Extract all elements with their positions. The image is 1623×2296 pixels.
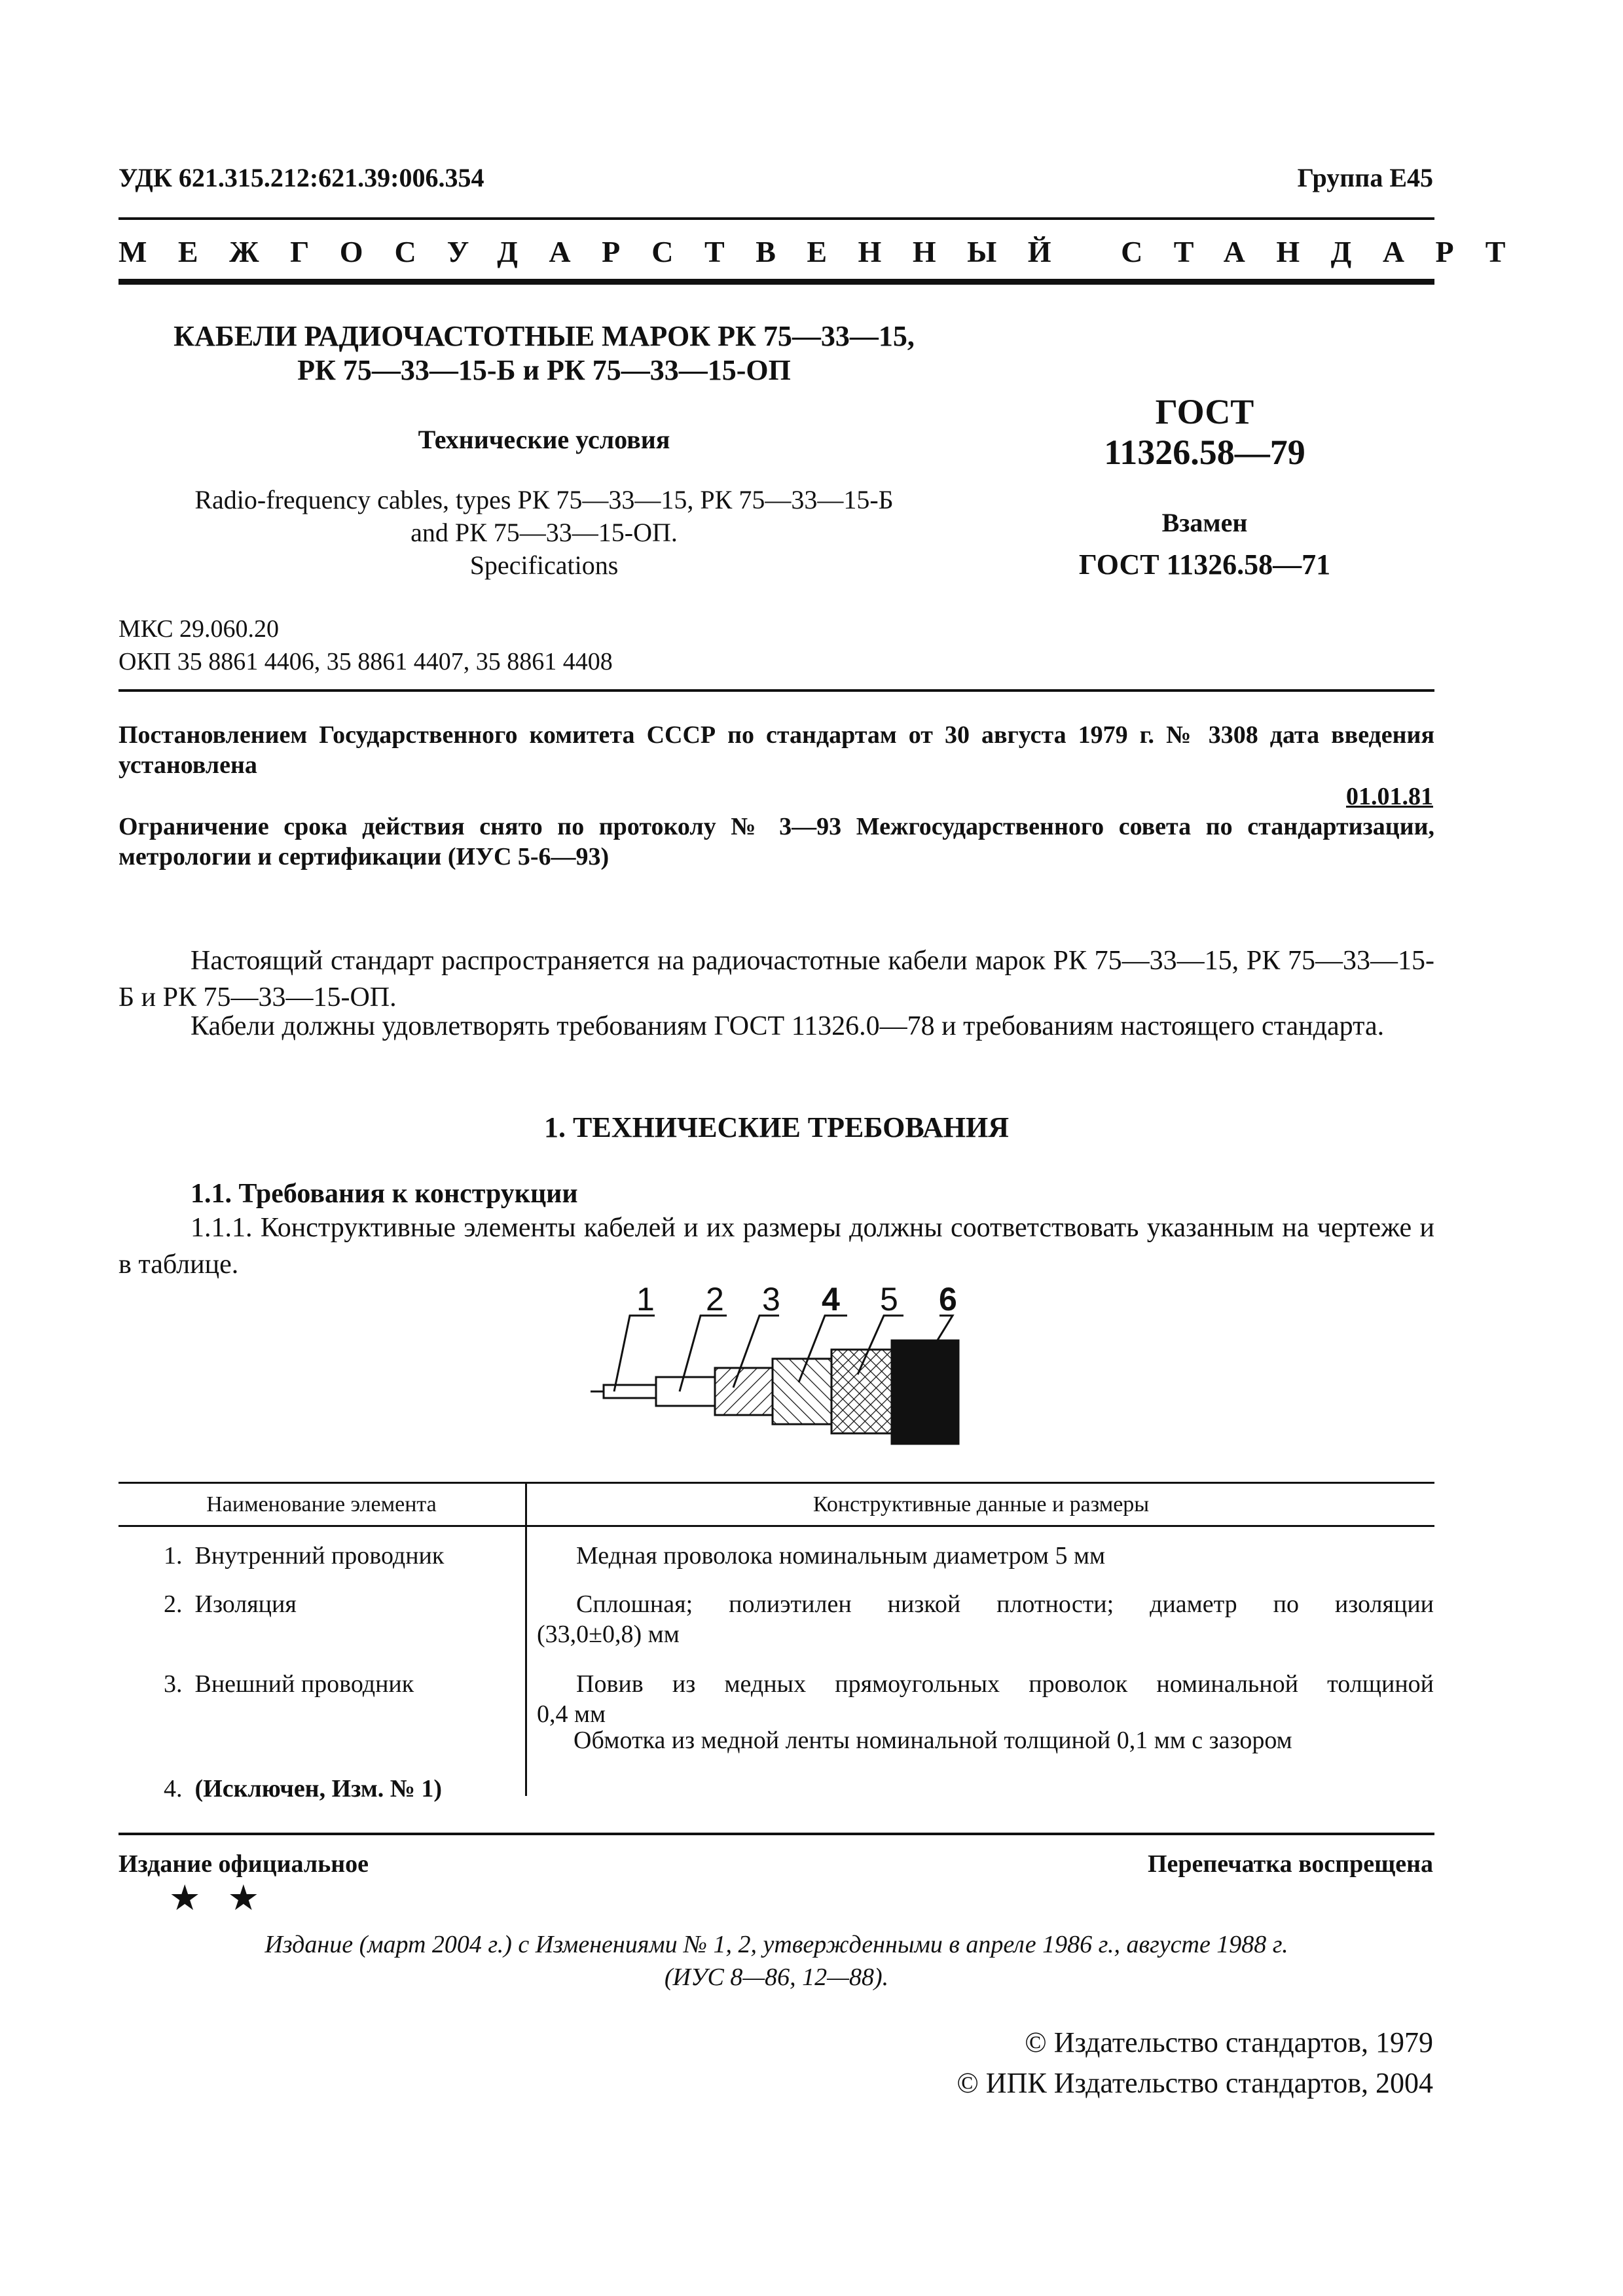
layer-5-part [831, 1350, 892, 1433]
table-row [164, 1541, 444, 1571]
row-element-name: Внешний проводник [194, 1670, 414, 1698]
classification-codes [119, 613, 613, 678]
row-element-name: (Исключен, Изм. № 1) [194, 1775, 443, 1803]
table-row [164, 1589, 297, 1619]
table-header-data: Конструктивные данные и размеры [812, 1492, 1150, 1516]
clause-number: 1.1.1. [191, 1213, 253, 1243]
cable-cross-section-figure [576, 1276, 1008, 1453]
figure-label-5: 5 [880, 1281, 898, 1318]
figure-label-1: 1 [636, 1281, 655, 1318]
figure-label-6: 6 [939, 1281, 957, 1318]
star-marks: ★ ★ [169, 1877, 267, 1918]
copyright-2004: © ИПК Издательство стандартов, 2004 [957, 2067, 1433, 2099]
row-number: 1. [164, 1542, 183, 1570]
english-title-line-3: Specifications [469, 550, 619, 580]
intro-paragraph-2: Кабели должны удовлетворять требованиям ГОСТ 11326.0—78 и требованиям настоящего стандарта. [191, 1011, 1385, 1041]
edition-note [119, 1928, 1434, 1994]
insulation-part [656, 1377, 715, 1406]
row-data-line: Обмотка из медной ленты номинальной толщиной 0,1 мм с зазором [574, 1727, 1292, 1754]
subsection-heading: 1.1. Требования к конструкции [191, 1179, 578, 1209]
standard-type-banner: МЕЖГОСУДАРСТВЕННЫЙ СТАНДАРТ [119, 235, 1537, 268]
row-data-line: Сплошная; полиэтилен низкой плотности; диаметр по изоляции [576, 1590, 1434, 1618]
outer-conductor-part [715, 1368, 773, 1415]
banner-thick-rule [119, 279, 1434, 285]
copyright-block [957, 2022, 1433, 2104]
mks-code: МКС 29.060.20 [119, 615, 280, 643]
figure-label-2: 2 [706, 1281, 724, 1318]
group-code: Группа Е45 [1297, 163, 1433, 192]
gost-label: ГОСТ [1155, 392, 1254, 431]
okp-code: ОКП 35 8861 4406, 35 8861 4407, 35 8861 4408 [119, 648, 613, 675]
figure-label-4: 4 [822, 1281, 840, 1318]
replaces-gost: ГОСТ 11326.58—71 [1078, 548, 1331, 581]
designation-block [1021, 391, 1388, 583]
row-element-name: Изоляция [194, 1590, 297, 1618]
clause-text: Конструктивные элементы кабелей и их размеры должны соответствовать указанным на чертеже и в таблице. [119, 1213, 1435, 1280]
edition-note-line-1: Издание (март 2004 г.) с Изменениями № 1, 2, утвержденными в апреле 1986 г., августе 1988 г. [264, 1931, 1288, 1958]
row-number: 4. [164, 1775, 183, 1803]
layer-4-part [773, 1359, 831, 1424]
table-header-rule [119, 1525, 1434, 1527]
inner-conductor-part [604, 1385, 656, 1398]
title-line-1: КАБЕЛИ РАДИОЧАСТОТНЫЕ МАРОК РК 75—33—15, [173, 320, 915, 352]
english-title [119, 484, 970, 582]
row-data-line: 0,4 мм [537, 1700, 606, 1728]
section-heading: 1. ТЕХНИЧЕСКИЕ ТРЕБОВАНИЯ [544, 1111, 1009, 1143]
figure-label-3: 3 [762, 1281, 780, 1318]
table-row [164, 1669, 414, 1699]
english-title-line-1: Radio-frequency cables, types РК 75—33—15, РК 75—33—15-Б [194, 485, 894, 514]
row-number: 3. [164, 1670, 183, 1698]
table-header-name: Наименование элемента [206, 1492, 437, 1516]
udk-code: УДК 621.315.212:621.39:006.354 [119, 163, 484, 192]
decree-text: Постановлением Государственного комитета СССР по стандартам от 30 августа 1979 г. № 3308 дата введения установлена [119, 721, 1434, 779]
edition-note-line-2: (ИУС 8—86, 12—88). [664, 1964, 889, 1991]
clause-1-1-1 [119, 1210, 1434, 1283]
row-number: 2. [164, 1590, 183, 1618]
introduction-date: 01.01.81 [1346, 783, 1433, 810]
table-row [164, 1774, 442, 1804]
codes-rule [119, 689, 1434, 692]
english-title-line-2: and РК 75—33—15-ОП. [410, 518, 678, 547]
row-element-name: Внутренний проводник [194, 1542, 445, 1570]
row-data-line: Повив из медных прямоугольных проволок номинальной толщиной [576, 1670, 1434, 1698]
subtitle: Технические условия [418, 425, 670, 454]
row-data-line: Медная проволока номинальным диаметром 5 мм [576, 1542, 1106, 1570]
official-edition-label: Издание официальное [119, 1850, 369, 1878]
intro-paragraph-1: Настоящий стандарт распространяется на радиочастотные кабели марок РК 75—33—15, РК 75—33—15-Б и РК 75—33—15-ОП. [119, 946, 1434, 1013]
row-data-line: (33,0±0,8) мм [537, 1621, 680, 1648]
table-top-rule [119, 1482, 1434, 1484]
table-column-divider [525, 1482, 527, 1796]
gost-number: 11326.58—79 [1104, 433, 1305, 472]
leader-1 [614, 1316, 655, 1391]
title-line-2: РК 75—33—15-Б и РК 75—33—15-ОП [297, 354, 791, 386]
limitation-note: Ограничение срока действия снято по протоколу № 3—93 Межгосударственного совета по стандартизации, метрологии и сертификации (ИУС 5-6—93) [119, 813, 1434, 870]
replaces-label: Взамен [1161, 508, 1248, 537]
top-rule [119, 217, 1434, 220]
title-block [119, 319, 970, 582]
copyright-1979: © Издательство стандартов, 1979 [1025, 2026, 1433, 2058]
reprint-prohibited-label: Перепечатка воспрещена [1147, 1850, 1433, 1878]
table-bottom-rule [119, 1833, 1434, 1835]
jacket-part [892, 1340, 958, 1444]
